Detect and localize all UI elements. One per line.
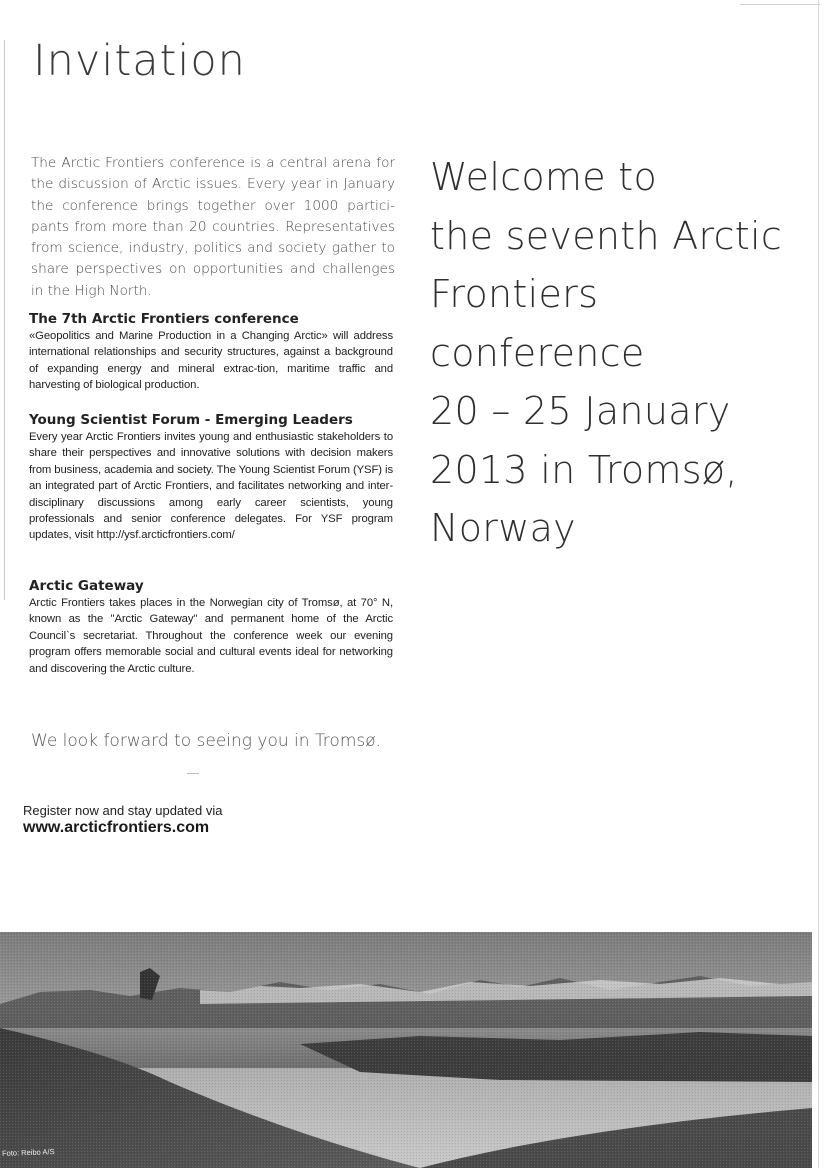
divider — [187, 773, 199, 774]
section-heading: Arctic Gateway — [29, 578, 144, 594]
section-7th-conference — [29, 311, 393, 394]
welcome-line: Frontiers conference — [430, 272, 645, 375]
welcome-line: 20 – 25 January — [430, 389, 731, 433]
closing-line: We look forward to seeing you in Tromsø. — [31, 731, 382, 751]
section-body: Every year Arctic Frontiers invites young and enthusiastic stakeholders to share their perspectives and innovative solutions with decision makers from business, academia and society. The Young Scientist Forum (YSF) is an integrated part of Arctic Frontiers, and facilitates networking and inter-disciplinary discussions among early career scientists, young professionals and senior conference delegates. For YSF program updates, visit http://ysf.arcticfrontiers.com/ — [29, 431, 393, 542]
scan-edge-top — [740, 4, 820, 5]
section-heading: The 7th Arctic Frontiers conference — [29, 311, 299, 327]
welcome-line: 2013 in Tromsø, — [430, 447, 738, 492]
photo-grain — [0, 932, 812, 1168]
scan-edge-left — [4, 40, 5, 600]
page-title: Invitation — [33, 36, 246, 86]
section-young-scientist-forum — [29, 412, 393, 544]
welcome-line: Norway — [430, 506, 576, 550]
photo-credit: Foto: Reibo A/S — [1, 1147, 55, 1158]
intro-paragraph: The Arctic Frontiers conference is a central arena for the discussion of Arctic issues. Every year in January the conference brings together over 1000 partici-pants from more than 20 countries. Representatives from science, industry, politics and society gather to share perspectives on opportunities and challenges in the High North. — [31, 155, 395, 299]
section-body: «Geopolitics and Marine Production in a Changing Arctic» will address international relationships and security structures, against a background of expanding energy and mineral extrac-tion, maritime traffic and harvesting of biological production. — [29, 330, 393, 392]
welcome-heading — [430, 148, 800, 558]
register-label: Register now and stay updated via — [23, 803, 223, 818]
section-arctic-gateway — [29, 578, 393, 677]
welcome-line: Welcome to — [430, 155, 658, 199]
register-link[interactable]: www.arcticfrontiers.com — [23, 819, 210, 836]
section-heading: Young Scientist Forum - Emerging Leaders — [29, 412, 353, 428]
section-body: Arctic Frontiers takes places in the Norwegian city of Tromsø, at 70° N, known as the "Arctic Gateway" and permanent home of the Arctic Council`s secretariat. Throughout the conference week our evening program offers memorable social and cultural events ideal for networking and discovering the Arctic culture. — [29, 597, 393, 675]
tromso-landscape-photo — [0, 932, 812, 1168]
scan-edge-right — [818, 0, 819, 1168]
welcome-line: the seventh Arctic — [430, 213, 783, 258]
